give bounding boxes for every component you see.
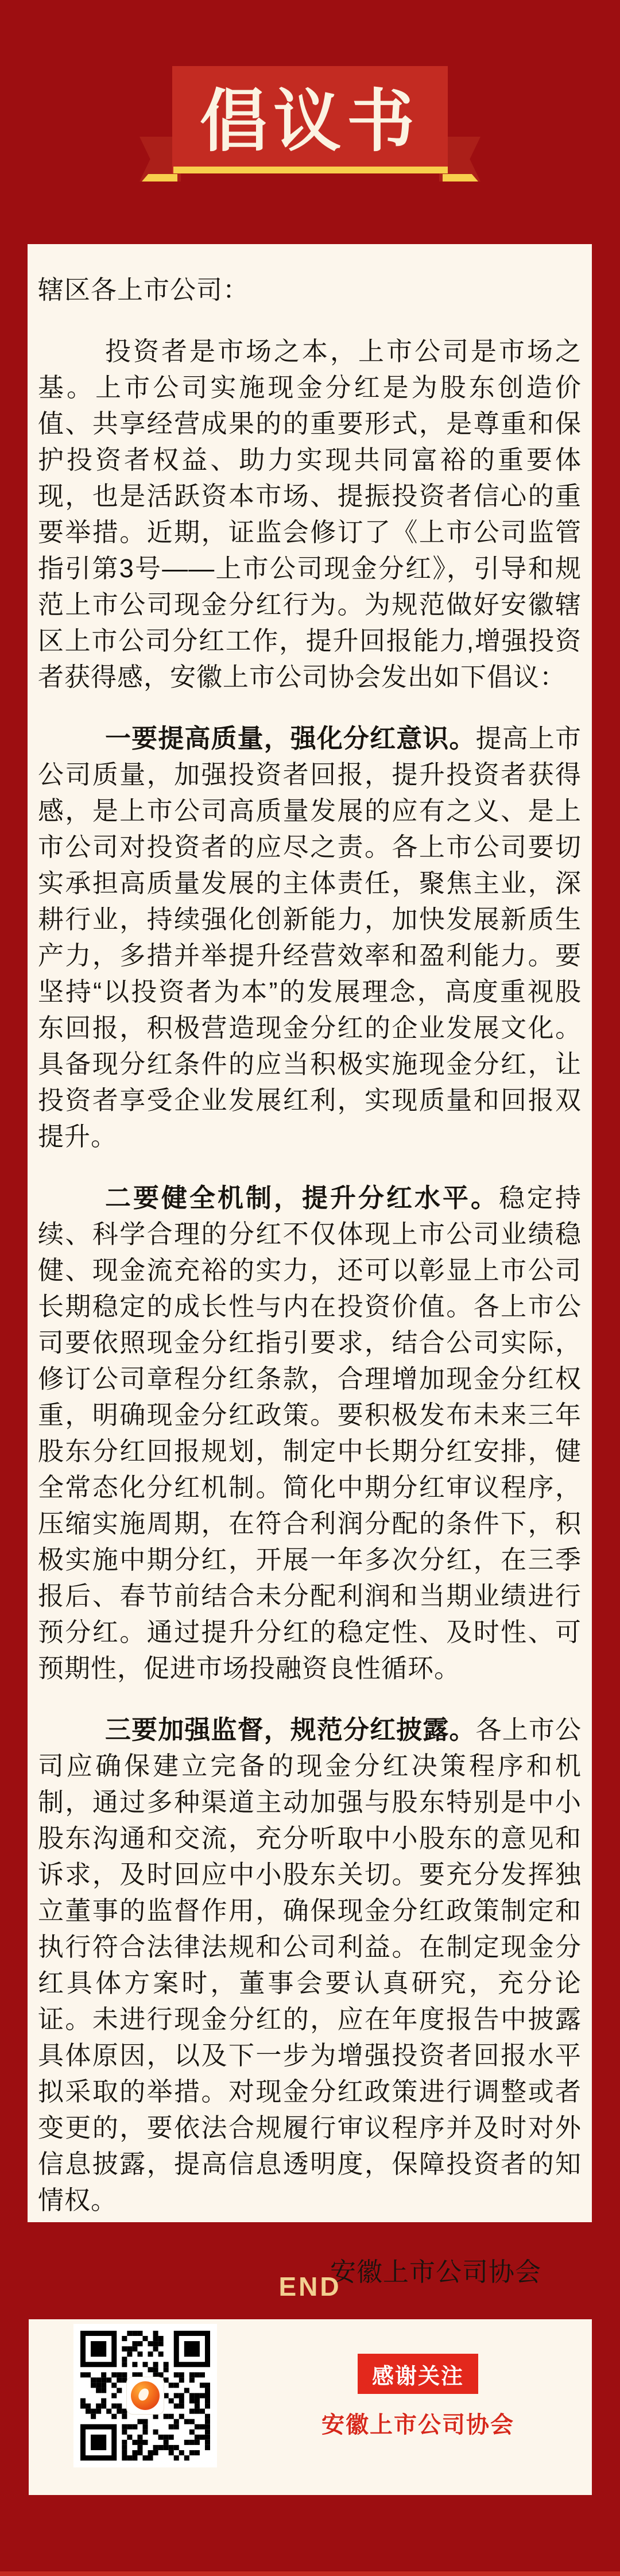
paragraph-intro: [38, 333, 582, 695]
signature: 安徽上市公司协会: [330, 2257, 541, 2287]
paragraph-point-3: [38, 1712, 582, 2218]
page-title: 倡议书: [199, 83, 420, 160]
title-banner: [172, 66, 448, 173]
paragraph-point-2: [38, 1180, 582, 1686]
thanks-badge: [358, 2354, 478, 2394]
paragraph-lead: 一要提高质量，强化分红意识。: [105, 724, 476, 753]
bottom-accent-strip: [0, 2571, 620, 2576]
paragraph-point-1: [38, 720, 582, 1154]
thanks-badge-label: 感谢关注: [371, 2364, 464, 2389]
banner-gold-bar: [173, 167, 448, 173]
paragraph-lead: 二要健全机制，提升分红水平。: [105, 1183, 499, 1212]
paragraph-text: 提高上市公司质量，加强投资者回报，提升投资者获得感，是上市公司高质量发展的应有之义、是上市公司对投资者的应尽之责。各上市公司要切实承担高质量发展的主体责任，聚焦主业，深耕行业，持续强化创新能力，加快发展新质生产力，多措并举提升经营效率和盈利能力。要坚持“以投资者为本”的发展理念，高度重视股东回报，积极营造现金分红的企业发展文化。具备现分红条件的应当积极实施现金分红，让投资者享受企业发展红利，实现质量和回报双提升。: [38, 724, 582, 1151]
end-label: END: [278, 2272, 342, 2301]
paragraph-text: 各上市公司应确保建立完备的现金分红决策程序和机制，通过多种渠道主动加强与股东特别是中小股东沟通和交流，充分听取中小股东的意见和诉求，及时回应中小股东关切。要充分发挥独立董事的监督作用，确保现金分红政策制定和执行符合法律法规和公司利益。在制定现金分红具体方案时，董事会要认真研究，充分论证。未进行现金分红的，应在年度报告中披露具体原因，以及下一步为增强投资者回报水平拟采取的举措。对现金分红政策进行调整或者变更的，要依法合规履行审议程序并及时对外信息披露，提高信息透明度，保障投资者的知情权。: [38, 1715, 582, 2215]
association-logo-icon: [127, 2377, 164, 2414]
qr-code[interactable]: [73, 2324, 217, 2467]
footer-panel: [29, 2319, 592, 2495]
paragraph-lead: 三要加强监督，规范分红披露。: [105, 1715, 476, 1744]
paragraph-text: 稳定持续、科学合理的分红不仅体现上市公司业绩稳健、现金流充裕的实力，还可以彰显上市公司长期稳定的成长性与内在投资价值。各上市公司要依照现金分红指引要求，结合公司实际，修订公司章程分红条款，合理增加现金分红权重，明确现金分红政策。要积极发布未来三年股东分红回报规划，制定中长期分红安排，健全常态化分红机制。简化中期分红审议程序，压缩实施周期，在符合利润分配的条件下，积极实施中期分红，开展一年多次分红，在三季报后、春节前结合未分配利润和当期业绩进行预分红。通过提升分红的稳定性、及时性、可预期性，促进市场投融资良性循环。: [38, 1183, 582, 1683]
paragraph-text: 投资者是市场之本，上市公司是市场之基。上市公司实施现金分红是为股东创造价值、共享经营成果的的重要形式，是尊重和保护投资者权益、助力实现共同富裕的重要体现，也是活跃资本市场、提振投资者信心的重要举措。近期，证监会修订了《上市公司监管指引第3号——上市公司现金分红》，引导和规范上市公司现金分红行为。为规范做好安徽辖区上市公司分红工作，提升回报能力,增强投资者获得感，安徽上市公司协会发出如下倡议：: [38, 337, 582, 692]
salutation: 辖区各上市公司：: [38, 275, 250, 304]
footer-org-name: 安徽上市公司协会: [321, 2412, 514, 2438]
